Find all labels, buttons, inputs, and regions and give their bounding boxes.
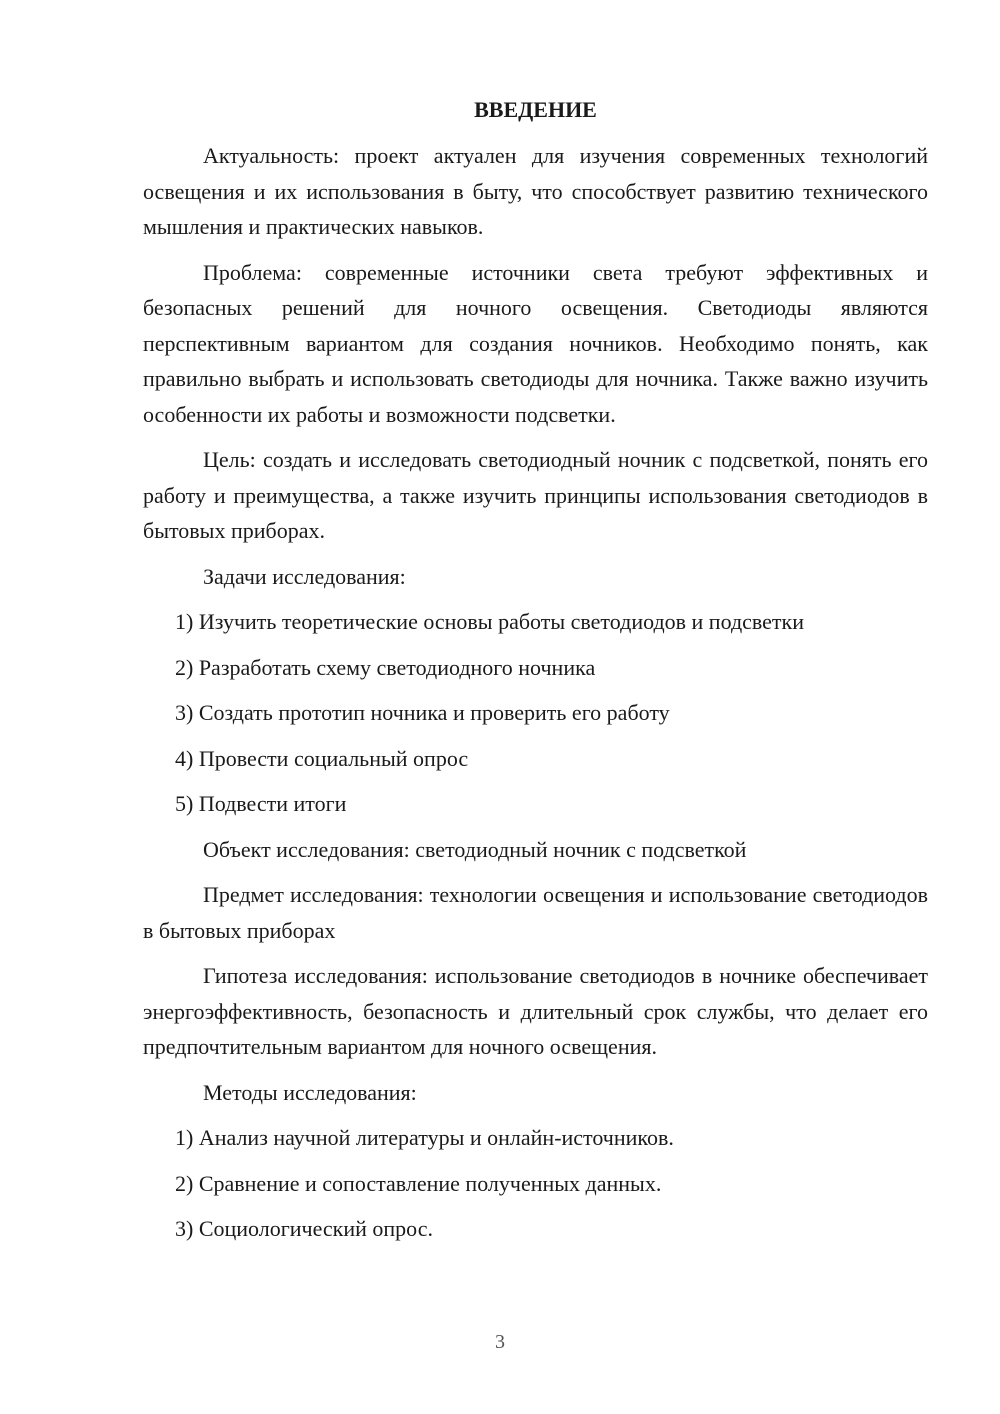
object-paragraph: Объект исследования: светодиодный ночник с подсветкой [203, 836, 747, 862]
hypothesis-paragraph: Гипотеза исследования: использование светодиодов в ночнике обеспечивает энергоэффективность, безопасность и длительный срок службы, что делает его предпочтительным вариантом для ночного освещения. [143, 963, 928, 1059]
task-item: 5) Подвести итоги [175, 791, 347, 816]
problem-paragraph: Проблема: современные источники света требуют эффективных и безопасных решений для ночного освещения. Светодиоды являются перспективным вариантом для создания ночников. Необходимо понять, как правильно выбрать и использовать светодиоды для ночника. Также важно изучить особенности их работы и возможности подсветки. [143, 259, 928, 427]
method-item: 3) Социологический опрос. [175, 1216, 433, 1241]
methods-heading: Методы исследования: [203, 1079, 417, 1105]
subject-paragraph: Предмет исследования: технологии освещения и использование светодиодов в бытовых приборах [143, 882, 928, 943]
tasks-heading: Задачи исследования: [203, 563, 406, 589]
method-item: 1) Анализ научной литературы и онлайн-источников. [175, 1125, 674, 1150]
document-title: ВВЕДЕНИЕ [474, 97, 597, 122]
task-item: 2) Разработать схему светодиодного ночника [175, 654, 596, 680]
relevance-paragraph: Актуальность: проект актуален для изучения современных технологий освещения и их использования в быту, что способствует развитию технического мышления и практических навыков. [143, 143, 928, 239]
tasks-list [143, 604, 928, 822]
page-number: 3 [495, 1331, 505, 1353]
task-item: 4) Провести социальный опрос [175, 745, 469, 771]
goal-paragraph: Цель: создать и исследовать светодиодный ночник с подсветкой, понять его работу и преимущества, а также изучить принципы использования светодиодов в бытовых приборах. [143, 447, 928, 543]
task-item: 1) Изучить теоретические основы работы светодиодов и подсветки [175, 609, 805, 634]
methods-list [143, 1120, 928, 1247]
document-page [143, 92, 928, 1257]
method-item: 2) Сравнение и сопоставление полученных данных. [175, 1170, 662, 1196]
task-item: 3) Создать прототип ночника и проверить его работу [175, 700, 670, 725]
